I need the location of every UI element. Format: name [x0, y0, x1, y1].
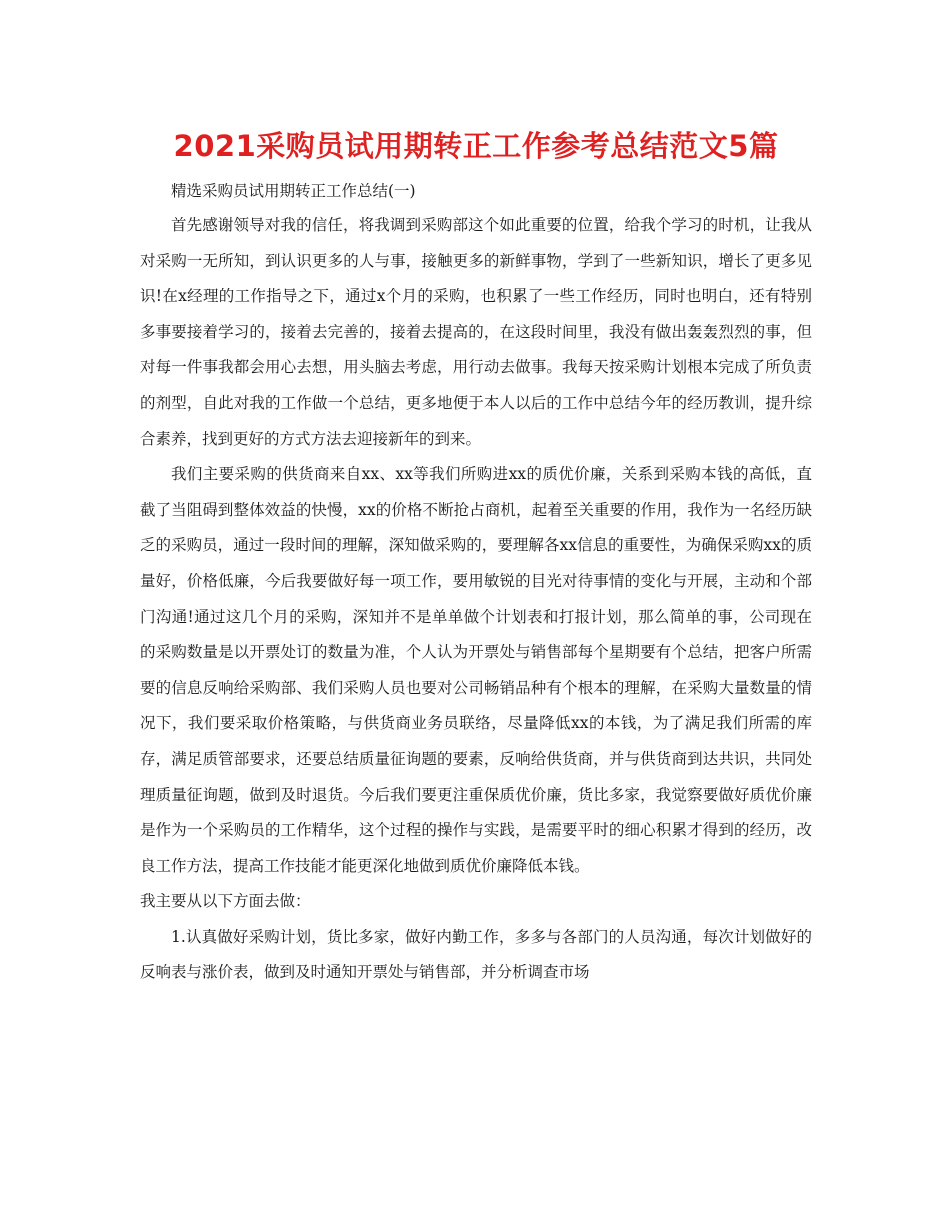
list-item-1: 1.认真做好采购计划，货比多家，做好内勤工作，多多与各部门的人员沟通，每次计划做好的反响表与涨价表，做到及时通知开票处与销售部，并分析调查市场	[140, 927, 812, 982]
paragraph-1: 首先感谢领导对我的信任，将我调到采购部这个如此重要的位置，给我个学习的时机，让我从对采购一无所知，到认识更多的人与事，接触更多的新鲜事物，学到了一些新知识，增长了更多见识!在x经理的工作指导之下，通过x个月的采购，也积累了一些工作经历，同时也明白，还有特别多事要接着学习的，接着去完善的，接着去提高的，在这段时间里，我没有做出轰轰烈烈的事，但对每一件事我都会用心去想，用头脑去考虑，用行动去做事。我每天按采购计划根本完成了所负责的剂型，自此对我的工作做一个总结，更多地便于本人以后的工作中总结今年的经历教训，提升综合素养，找到更好的方式方法去迎接新年的到来。	[140, 216, 812, 448]
document-title: 2021采购员试用期转正工作参考总结范文5篇	[173, 129, 779, 163]
section-subtitle: 精选采购员试用期转正工作总结(一)	[171, 182, 416, 200]
lead-in-line: 我主要从以下方面去做：	[140, 892, 311, 911]
paragraph-2: 我们主要采购的供货商来自xx、xx等我们所购进xx的质优价廉，关系到采购本钱的高低，直截了当阻碍到整体效益的快慢，xx的价格不断抢占商机，起着至关重要的作用，我作为一名经历缺乏的采购员，通过一段时间的理解，深知做采购的，要理解各xx信息的重要性，为确保采购xx的质量好，价格低廉，今后我要做好每一项工作，要用敏锐的目光对待事情的变化与开展，主动和个部门沟通!通过这几个月的采购，深知并不是单单做个计划表和打报计划，那么简单的事，公司现在的采购数量是以开票处订的数量为准，个人认为开票处与销售部每个星期要有个总结，把客户所需要的信息反响给采购部、我们采购人员也要对公司畅销品种有个根本的理解，在采购大量数量的情况下，我们要采取价格策略，与供货商业务员联络，尽量降低xx的本钱，为了满足我们所需的库存，满足质管部要求，还要总结质量征询题的要素，反响给供货商，并与供货商到达共识，共同处理质量征询题，做到及时退货。今后我们要更注重保质优价廉，货比多家，我觉察要做好质优价廉是作为一个采购员的工作精华，这个过程的操作与实践，是需要平时的细心积累才得到的经历，改良工作方法，提高工作技能才能更深化地做到质优价廉降低本钱。	[140, 465, 812, 875]
